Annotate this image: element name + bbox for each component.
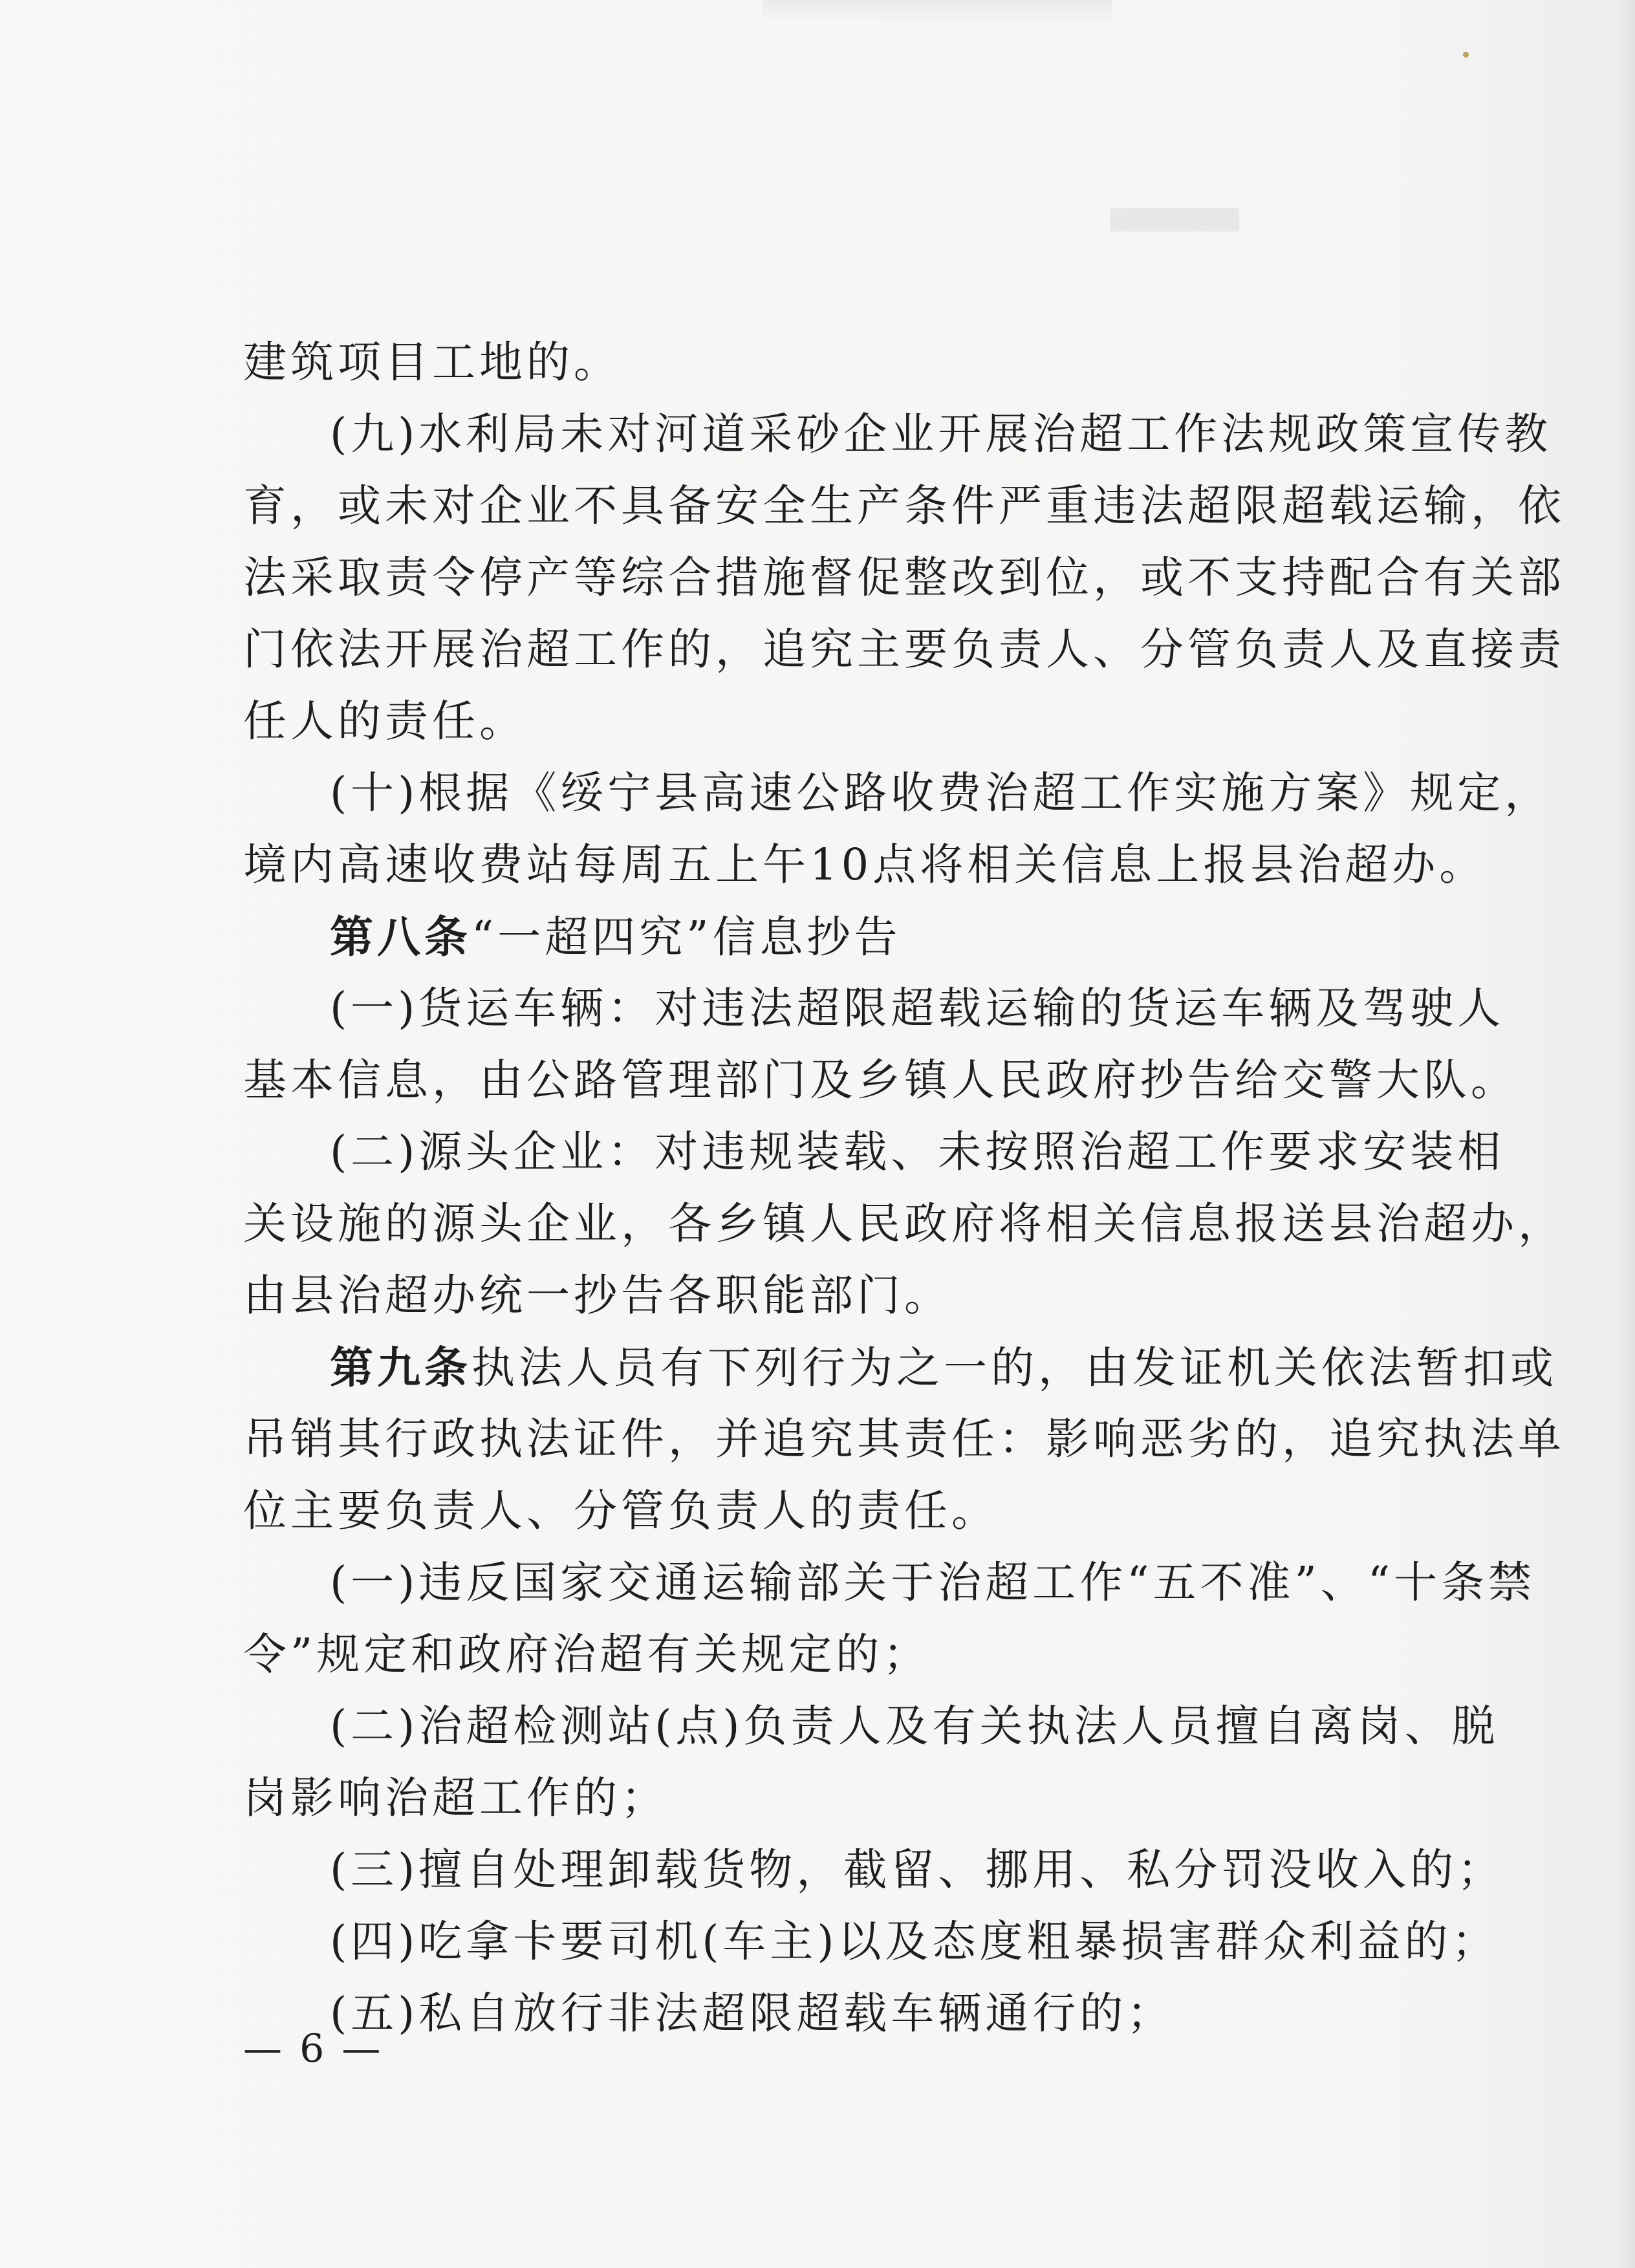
text-line: 吊销其行政执法证件，并追究其责任：影响恶劣的，追究执法单 [243, 1414, 1565, 1464]
text-line: (十)根据《绥宁县高速公路收费治超工作实施方案》规定， [330, 768, 1552, 818]
article-9-title: 第九条 [330, 1342, 471, 1393]
text-line: 任人的责任。 [243, 696, 526, 746]
article-9-heading [243, 1332, 1557, 1403]
text-line: (五)私自放行非法超限超载车辆通行的； [330, 1988, 1175, 2038]
body-text [243, 327, 1565, 2049]
text-line: (二)治超检测站(点)负责人及有关执法人员擅自离岗、脱 [330, 1701, 1499, 1751]
article-8-heading [243, 901, 1431, 973]
text-line: 门依法开展治超工作的，追究主要负责人、分管负责人及直接责 [243, 624, 1565, 675]
faint-bleedthrough-mark [1110, 208, 1239, 232]
text-line: (二)源头企业：对违规装载、未按照治超工作要求安装相 [330, 1127, 1505, 1177]
text-line: (一)货运车辆：对违法超限超载运输的货运车辆及驾驶人 [330, 983, 1505, 1033]
text-line: 位主要负责人、分管负责人的责任。 [243, 1485, 999, 1536]
text-line: (一)违反国家交通运输部关于治超工作“五不准”、“十条禁 [330, 1557, 1536, 1608]
text-line: 建筑项目工地的。 [243, 337, 621, 387]
text-line: 由县治超办统一抄告各职能部门。 [243, 1270, 951, 1321]
article-8-subject: “一超四究”信息抄告 [471, 912, 902, 962]
text-line: (三)擅自处理卸载货物，截留、挪用、私分罚没收入的； [330, 1844, 1505, 1895]
text-line: 基本信息，由公路管理部门及乡镇人民政府抄告给交警大队。 [243, 1055, 1518, 1105]
text-line: 令”规定和政府治超有关规定的； [243, 1629, 931, 1679]
text-line: (九)水利局未对河道采砂企业开展治超工作法规政策宣传教 [330, 409, 1552, 459]
text-line: (四)吃拿卡要司机(车主)以及态度粗暴损害群众利益的； [330, 1916, 1499, 1967]
text-line: 育，或未对企业不具备安全生产条件严重违法超限超载运输，依 [243, 481, 1565, 531]
article-9-lead: 执法人员有下列行为之一的，由发证机关依法暂扣或 [471, 1343, 1557, 1393]
article-8-title: 第八条 [330, 911, 471, 962]
scan-speck [1463, 52, 1469, 58]
text-line: 法采取责令停产等综合措施督促整改到位，或不支持配合有关部 [243, 552, 1565, 603]
text-line: 岗影响治超工作的； [243, 1773, 668, 1823]
page-number: — 6 — [243, 2026, 384, 2071]
text-line: 境内高速收费站每周五上午10点将相关信息上报县治超办。 [243, 839, 1487, 890]
page-edge-shadow [1618, 0, 1635, 2268]
text-line: 关设施的源头企业，各乡镇人民政府将相关信息报送县治超办， [243, 1198, 1565, 1249]
scan-shadow [763, 0, 1112, 23]
